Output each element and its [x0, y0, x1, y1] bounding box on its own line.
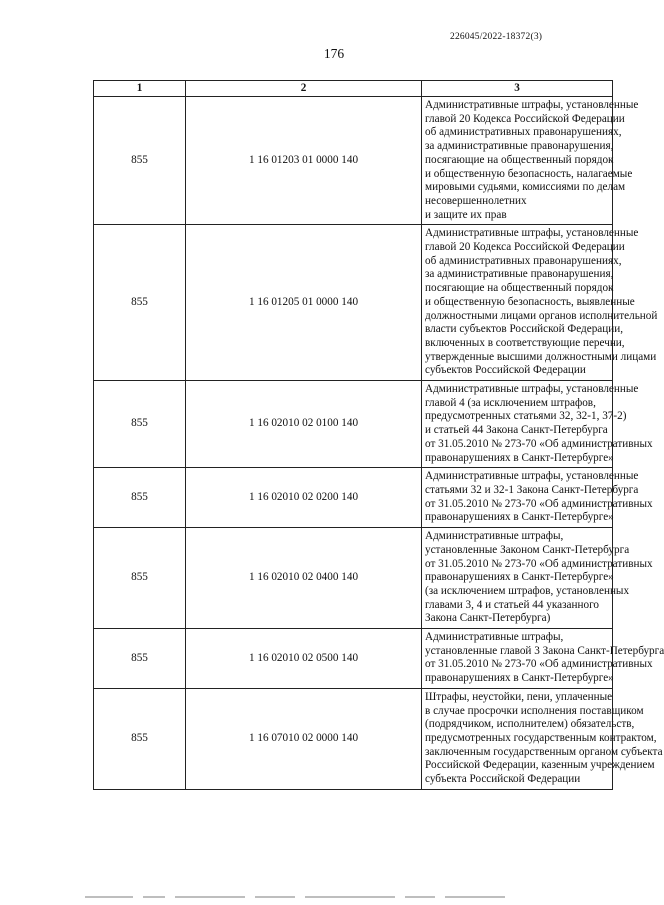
description-line: главой 20 Кодекса Российской Федерации	[425, 241, 625, 254]
table-row	[94, 225, 613, 381]
description-line: посягающие на общественный порядок	[425, 153, 614, 166]
description-line: посягающие на общественный порядок	[425, 282, 614, 295]
admin-code-cell: 855	[94, 97, 186, 225]
admin-code-cell: 855	[94, 629, 186, 689]
description-line: за административные правонарушения,	[425, 140, 614, 153]
description-line: за административные правонарушения,	[425, 268, 614, 281]
description-line: об административных правонарушениях,	[425, 126, 622, 139]
table-row	[94, 688, 613, 789]
description-cell	[422, 629, 664, 689]
description-cell	[422, 688, 663, 789]
description-cell	[422, 225, 658, 381]
description-line: и общественную безопасность, налагаемые	[425, 167, 633, 180]
table-row	[94, 528, 613, 629]
description-line: включенных в соответствующие перечни,	[425, 336, 625, 349]
budget-code-cell: 1 16 02010 02 0400 140	[186, 528, 422, 629]
page-number: 176	[323, 46, 345, 61]
description-line: власти субъектов Российской Федерации,	[425, 323, 624, 336]
description-line: Административные штрафы, установленные	[425, 470, 639, 483]
description-line: и защите их прав	[425, 208, 507, 221]
cropped-footer-text	[85, 893, 605, 901]
budget-code-cell: 1 16 07010 02 0000 140	[186, 688, 422, 789]
description-cell	[422, 528, 653, 629]
table-row	[94, 468, 613, 528]
budget-code-cell: 1 16 02010 02 0500 140	[186, 629, 422, 689]
description-line: субъекта Российской Федерации	[425, 773, 581, 786]
column-header-2: 2	[186, 81, 422, 97]
budget-code-cell: 1 16 02010 02 0200 140	[186, 468, 422, 528]
description-line: правонарушениях в Санкт-Петербурге»	[425, 511, 614, 524]
description-line: от 31.05.2010 № 273-70 «Об административных	[425, 437, 653, 450]
description-line: (подрядчиком, исполнителем) обязательств,	[425, 718, 635, 731]
table-row	[94, 629, 613, 689]
description-line: главой 20 Кодекса Российской Федерации	[425, 112, 625, 125]
table-row	[94, 381, 613, 468]
description-line: Административные штрафы,	[425, 530, 564, 543]
description-line: от 31.05.2010 № 273-70 «Об административных	[425, 658, 653, 671]
description-line: главами 3, 4 и статьей 44 указанного	[425, 598, 599, 611]
description-line: установленные главой 3 Закона Санкт-Петербурга	[425, 644, 664, 657]
table-row	[94, 97, 613, 225]
admin-code-cell: 855	[94, 381, 186, 468]
admin-code-cell: 855	[94, 688, 186, 789]
column-header-3: 3	[422, 81, 613, 97]
description-line: установленные Законом Санкт-Петербурга	[425, 543, 630, 556]
description-line: мировыми судьями, комиссиями по делам	[425, 181, 626, 194]
description-cell	[422, 468, 653, 528]
description-line: заключенным государственным органом субъекта	[425, 745, 663, 758]
description-line: Закона Санкт-Петербурга)	[425, 612, 551, 625]
budget-code-cell: 1 16 01203 01 0000 140	[186, 97, 422, 225]
description-line: главой 4 (за исключением штрафов,	[425, 396, 596, 409]
description-line: от 31.05.2010 № 273-70 «Об административных	[425, 497, 653, 510]
description-line: несовершеннолетних	[425, 194, 527, 207]
description-line: утвержденные высшими должностными лицами	[425, 350, 657, 363]
budget-code-cell: 1 16 01205 01 0000 140	[186, 225, 422, 381]
description-cell	[422, 381, 653, 468]
description-line: должностными лицами органов исполнительной	[425, 309, 658, 322]
description-line: статьями 32 и 32-1 Закона Санкт-Петербурга	[425, 483, 639, 496]
description-line: Российской Федерации, казенным учреждением	[425, 759, 655, 772]
admin-code-cell: 855	[94, 528, 186, 629]
description-line: и общественную безопасность, выявленные	[425, 295, 635, 308]
description-line: в случае просрочки исполнения поставщиком	[425, 704, 644, 717]
description-line: от 31.05.2010 № 273-70 «Об административных	[425, 557, 653, 570]
table-header-row	[94, 81, 613, 97]
description-line: предусмотренных статьями 32, 32-1, 37-2)	[425, 410, 627, 423]
admin-code-cell: 855	[94, 468, 186, 528]
column-header-1: 1	[94, 81, 186, 97]
description-cell	[422, 97, 639, 225]
description-line: и статьей 44 Закона Санкт-Петербурга	[425, 424, 608, 437]
description-line: Административные штрафы,	[425, 631, 564, 644]
description-line: Административные штрафы, установленные	[425, 99, 639, 111]
description-line: предусмотренных государственным контрактом,	[425, 731, 657, 744]
description-line: правонарушениях в Санкт-Петербурге»	[425, 571, 614, 584]
description-line: субъектов Российской Федерации	[425, 364, 586, 377]
budget-code-cell: 1 16 02010 02 0100 140	[186, 381, 422, 468]
description-line: (за исключением штрафов, установленных	[425, 584, 630, 597]
description-line: Административные штрафы, установленные	[425, 383, 639, 396]
description-line: правонарушениях в Санкт-Петербурге»	[425, 451, 614, 464]
admin-code-cell: 855	[94, 225, 186, 381]
description-line: Административные штрафы, установленные	[425, 227, 639, 240]
budget-classification-table	[93, 80, 664, 790]
description-line: Штрафы, неустойки, пени, уплаченные	[425, 690, 613, 703]
description-line: правонарушениях в Санкт-Петербурге»	[425, 672, 614, 685]
description-line: об административных правонарушениях,	[425, 254, 622, 267]
document-registration-number: 226045/2022-18372(3)	[450, 32, 543, 42]
